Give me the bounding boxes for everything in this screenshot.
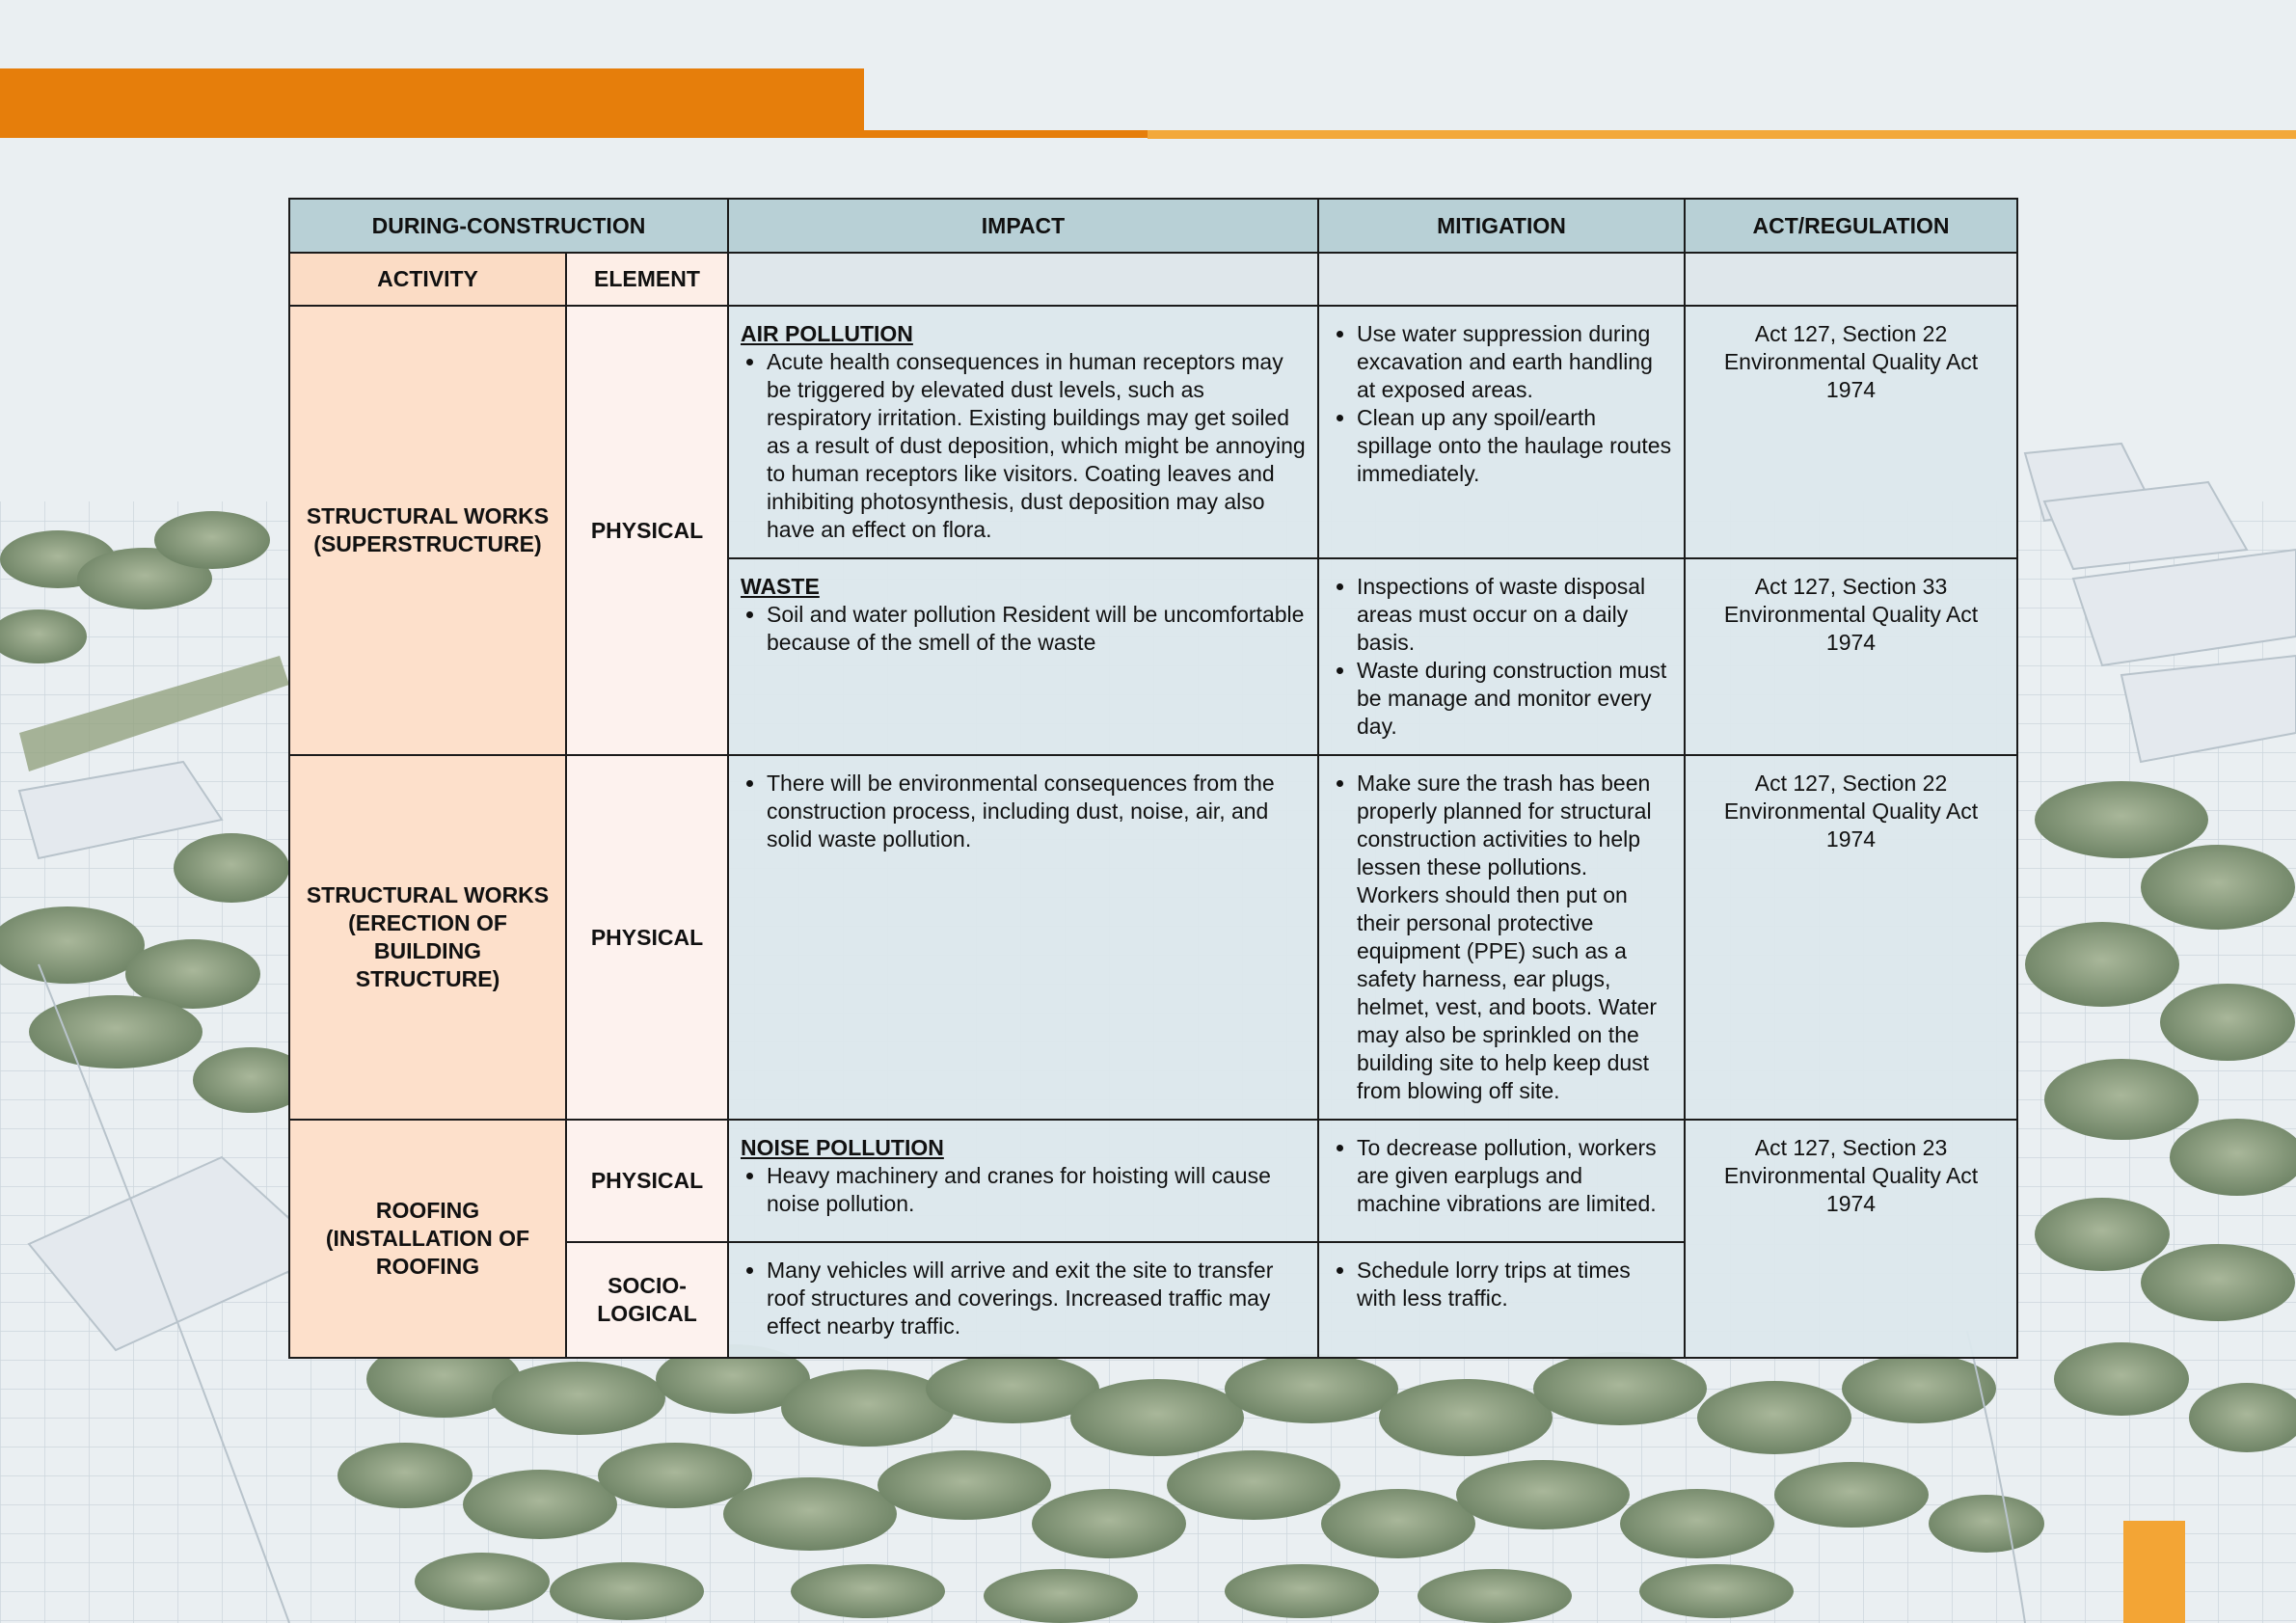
mitigation-cell <box>1318 1120 1685 1242</box>
impact-cell <box>728 1242 1318 1358</box>
mitigation-cell <box>1318 306 1685 558</box>
header-orange-bar <box>0 68 864 138</box>
impact-title: AIR POLLUTION <box>741 321 913 346</box>
activity-cell: STRUCTURAL WORKS (SUPERSTRUCTURE) <box>289 306 566 755</box>
list-item: • There will be environmental consequences from the construction process, including dust, noise, air, and solid waste pollution. <box>767 770 1306 853</box>
impact-title: NOISE POLLUTION <box>741 1135 944 1160</box>
impact-title: WASTE <box>741 574 820 599</box>
mitigation-cell <box>1318 558 1685 755</box>
act-cell: Act 127, Section 22 Environmental Quality Act 1974 <box>1685 306 2017 558</box>
list-item: • Soil and water pollution Resident will be uncomfortable because of the smell of the waste <box>767 601 1306 657</box>
table-header-row <box>289 199 2017 253</box>
activity-cell: STRUCTURAL WORKS (ERECTION OF BUILDING STRUCTURE) <box>289 755 566 1120</box>
subheader-activity: ACTIVITY <box>289 253 566 306</box>
table-row <box>289 1120 2017 1242</box>
impact-cell <box>728 306 1318 558</box>
list-item: • Acute health consequences in human receptors may be triggered by elevated dust levels, such as respiratory irritation. Existing buildings may get soiled as a result of dust deposition, which might be annoying to human receptors like visitors. Coating leaves and inhibiting photosynthesis, dust deposition may also have an effect on flora. <box>767 348 1306 544</box>
list-item: • Clean up any spoil/earth spillage onto the haulage routes immediately. <box>1357 404 1672 488</box>
element-cell: PHYSICAL <box>566 1120 728 1242</box>
element-cell: SOCIO-LOGICAL <box>566 1242 728 1358</box>
list-item: • Use water suppression during excavation and earth handling at exposed areas. <box>1357 320 1672 404</box>
list-item: • Schedule lorry trips at times with less traffic. <box>1357 1257 1672 1312</box>
list-item: • Inspections of waste disposal areas must occur on a daily basis. <box>1357 573 1672 657</box>
element-cell: PHYSICAL <box>566 306 728 755</box>
impact-cell <box>728 1120 1318 1242</box>
impact-cell <box>728 755 1318 1120</box>
subheader-blank <box>728 253 1318 306</box>
mitigation-cell <box>1318 755 1685 1120</box>
list-item: • To decrease pollution, workers are given earplugs and machine vibrations are limited. <box>1357 1134 1672 1218</box>
subheader-element: ELEMENT <box>566 253 728 306</box>
act-cell: Act 127, Section 23 Environmental Quality Act 1974 <box>1685 1120 2017 1358</box>
activity-cell: ROOFING (INSTALLATION OF ROOFING <box>289 1120 566 1358</box>
list-item: • Heavy machinery and cranes for hoisting will cause noise pollution. <box>767 1162 1306 1218</box>
header-act-regulation: ACT/REGULATION <box>1685 199 2017 253</box>
table-row <box>289 755 2017 1120</box>
header-during-construction: DURING-CONSTRUCTION <box>289 199 728 253</box>
subheader-blank <box>1685 253 2017 306</box>
list-item: • Many vehicles will arrive and exit the site to transfer roof structures and coverings. Increased traffic may effect nearby traffic. <box>767 1257 1306 1340</box>
header-orange-line <box>864 130 1148 138</box>
element-cell: PHYSICAL <box>566 755 728 1120</box>
header-impact: IMPACT <box>728 199 1318 253</box>
header-light-orange-line <box>1148 130 2296 139</box>
list-item: • Waste during construction must be manage and monitor every day. <box>1357 657 1672 741</box>
list-item: • Make sure the trash has been properly planned for structural construction activities to help lessen these pollutions. Workers should then put on their personal protective equipment (PPE) such as a safety harness, ear plugs, helmet, vest, and boots. Water may also be sprinkled on the building site to help keep dust from blowing off site. <box>1357 770 1672 1105</box>
header-mitigation: MITIGATION <box>1318 199 1685 253</box>
corner-orange-block <box>2123 1521 2185 1623</box>
subheader-blank <box>1318 253 1685 306</box>
table-subheader-row <box>289 253 2017 306</box>
construction-impact-table <box>288 198 2018 1359</box>
table-row <box>289 306 2017 558</box>
act-cell: Act 127, Section 33 Environmental Quality Act 1974 <box>1685 558 2017 755</box>
act-cell: Act 127, Section 22 Environmental Quality Act 1974 <box>1685 755 2017 1120</box>
impact-cell <box>728 558 1318 755</box>
mitigation-cell <box>1318 1242 1685 1358</box>
